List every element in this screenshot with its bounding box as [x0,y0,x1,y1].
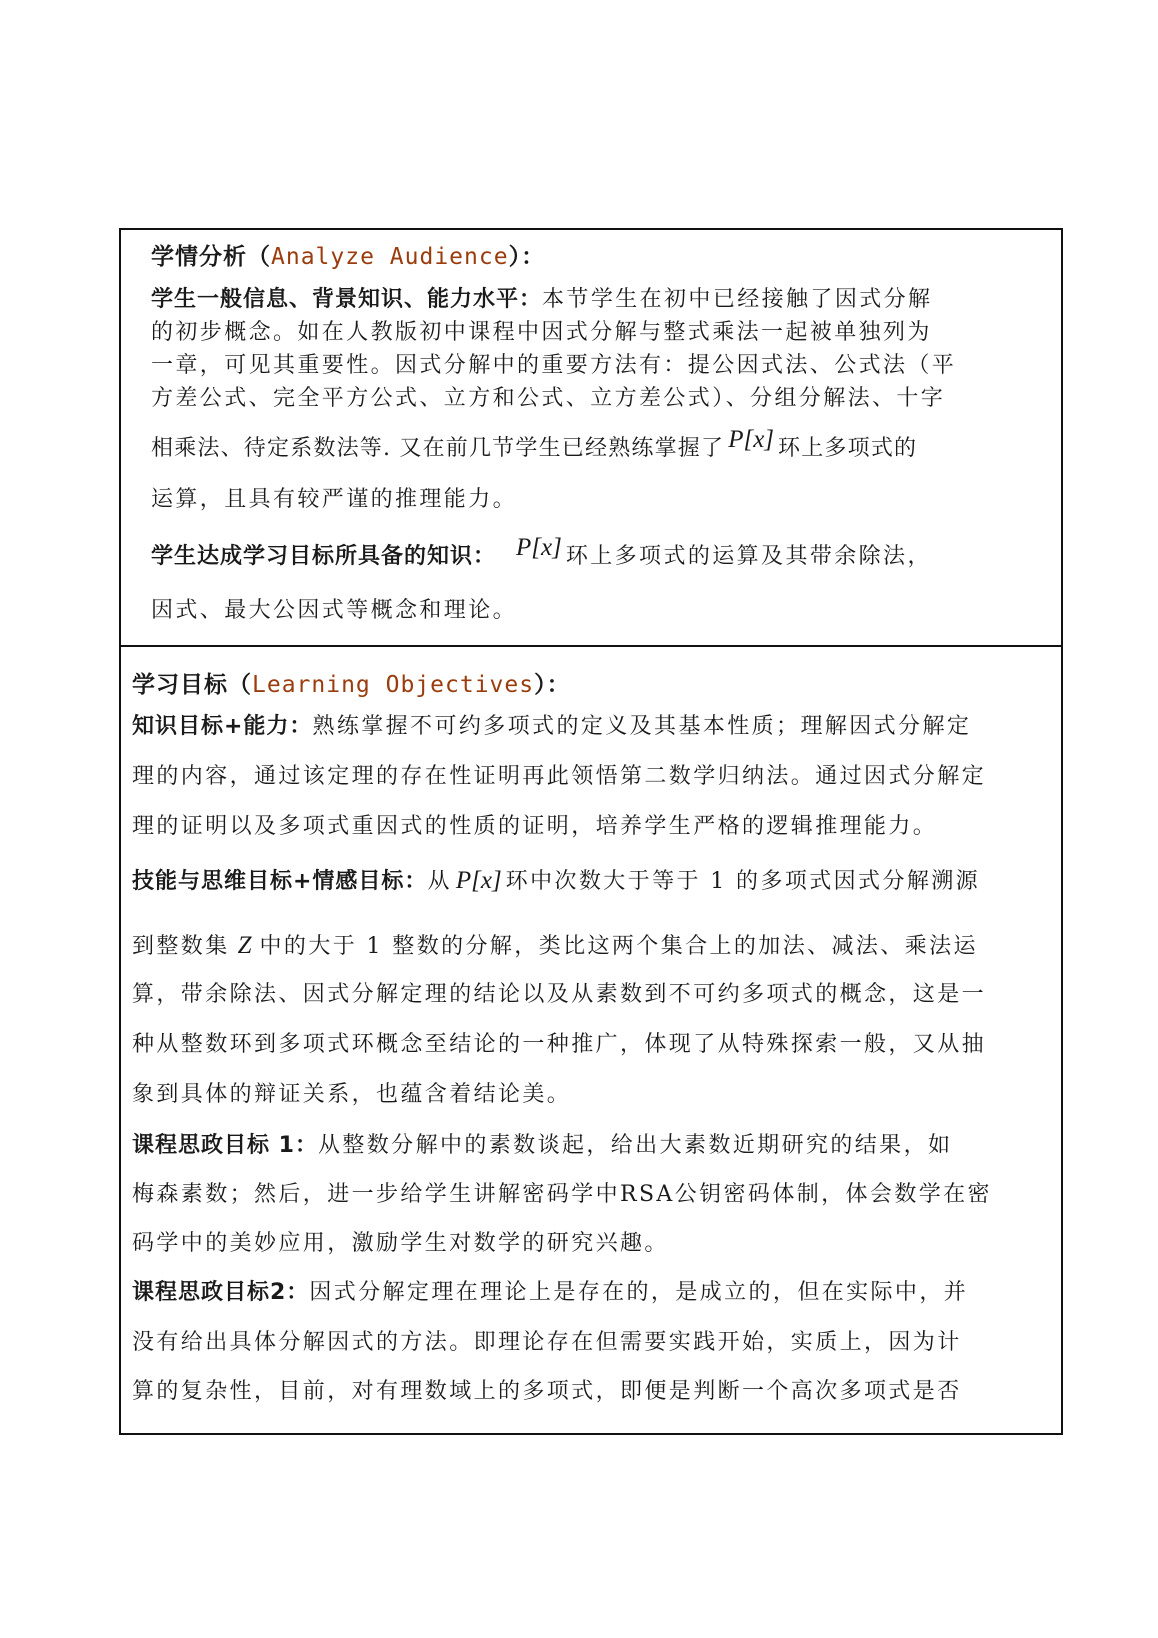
analyze-p2-line2: 因式、最大公因式等概念和理论。 [151,598,518,623]
objectives-c2-label: 课程思政目标2： [132,1280,310,1305]
math-px: P[x] [455,867,502,894]
objectives-c1-line3: 码学中的美妙应用，激励学生对数学的研究兴趣。 [132,1231,669,1256]
text-span: 中的大于 1 整数的分解，类比这两个集合上的加法、减法、乘法运 [259,934,978,959]
objectives-s-line4: 种从整数环到多项式环概念至结论的一种推广，体现了从特殊探索一般，又从抽 [132,1032,987,1057]
analyze-p2-line1 [151,534,932,570]
analyze-heading-end: ）： [508,244,546,270]
objectives-c1-label: 课程思政目标 1： [132,1133,318,1158]
analyze-p1-line4: 方差公式、完全平方公式、立方和公式、立方差公式）、分组分解法、十字 [151,386,946,411]
objectives-s-line1 [132,864,980,895]
math-z: Z [237,932,252,959]
objectives-s-line3: 算，带余除法、因式分解定理的结论以及从素数到不可约多项式的概念，这是一 [132,982,987,1007]
objectives-s-line2 [132,929,978,960]
objectives-c1-line1 [132,1128,952,1159]
objectives-heading-label: 学习目标（ [132,672,252,698]
objectives-heading-en: Learning Objectives [252,672,535,698]
text-span: 本节学生在初中已经接触了因式分解 [542,287,933,312]
objectives-c2-line1 [132,1275,968,1306]
text-span: 环上多项式的 [778,436,918,461]
analyze-p1-line3: 一章，可见其重要性。因式分解中的重要方法有：提公因式法、公式法（平 [151,353,957,378]
analyze-p1-line6: 运算，且具有较严谨的推理能力。 [151,487,518,512]
analyze-p1-line1 [151,282,932,313]
text-span: 因式分解定理在理论上是存在的，是成立的，但在实际中，并 [309,1280,969,1305]
analyze-heading-label: 学情分析（ [151,244,271,270]
math-px: P[x] [516,534,562,561]
analyze-p1-line5 [151,426,918,462]
text-span: 相乘法、待定系数法等. 又在前几节学生已经熟练掌握了 [151,436,725,461]
analyze-heading [151,238,545,271]
objectives-s-label: 技能与思维目标+情感目标： [132,869,428,894]
objectives-heading-end: ）： [534,672,571,698]
analyze-audience-section [121,230,1061,647]
text-span: 到整数集 [132,934,230,959]
objectives-k-label: 知识目标+能力： [132,714,313,739]
objectives-c2-line2: 没有给出具体分解因式的方法。即理论存在但需要实践开始，实质上，因为计 [132,1330,962,1355]
objectives-k-line2: 理的内容，通过该定理的存在性证明再此领悟第二数学归纳法。通过因式分解定 [132,764,987,789]
analyze-p1-label: 学生一般信息、背景知识、能力水平： [151,287,543,312]
analyze-heading-en: Analyze Audience [271,244,509,270]
analyze-p2-label: 学生达成学习目标所具备的知识： [151,544,497,569]
text-span: 环上多项式的运算及其带余除法， [565,544,932,569]
text-span: 环中次数大于等于 1 的多项式因式分解溯源 [505,869,981,894]
learning-objectives-section [121,647,1061,1433]
objectives-s-line5: 象到具体的辩证关系，也蕴含着结论美。 [132,1082,572,1107]
objectives-heading [132,666,571,699]
text-span: 从 [427,869,452,894]
objectives-c2-line3: 算的复杂性，目前，对有理数域上的多项式，即便是判断一个高次多项式是否 [132,1379,962,1404]
objectives-k-line1 [132,709,971,740]
text-span: 从整数分解中的素数谈起，给出大素数近期研究的结果，如 [317,1133,953,1158]
objectives-c1-line2: 梅森素数；然后，进一步给学生讲解密码学中RSA公钥密码体制，体会数学在密 [132,1182,992,1207]
analyze-p1-line2: 的初步概念。如在人教版初中课程中因式分解与整式乘法一起被单独列为 [151,320,932,345]
text-span: 熟练掌握不可约多项式的定义及其基本性质；理解因式分解定 [312,714,972,739]
document-table [119,228,1063,1435]
math-px: P[x] [728,426,775,453]
objectives-k-line3: 理的证明以及多项式重因式的性质的证明，培养学生严格的逻辑推理能力。 [132,814,938,839]
